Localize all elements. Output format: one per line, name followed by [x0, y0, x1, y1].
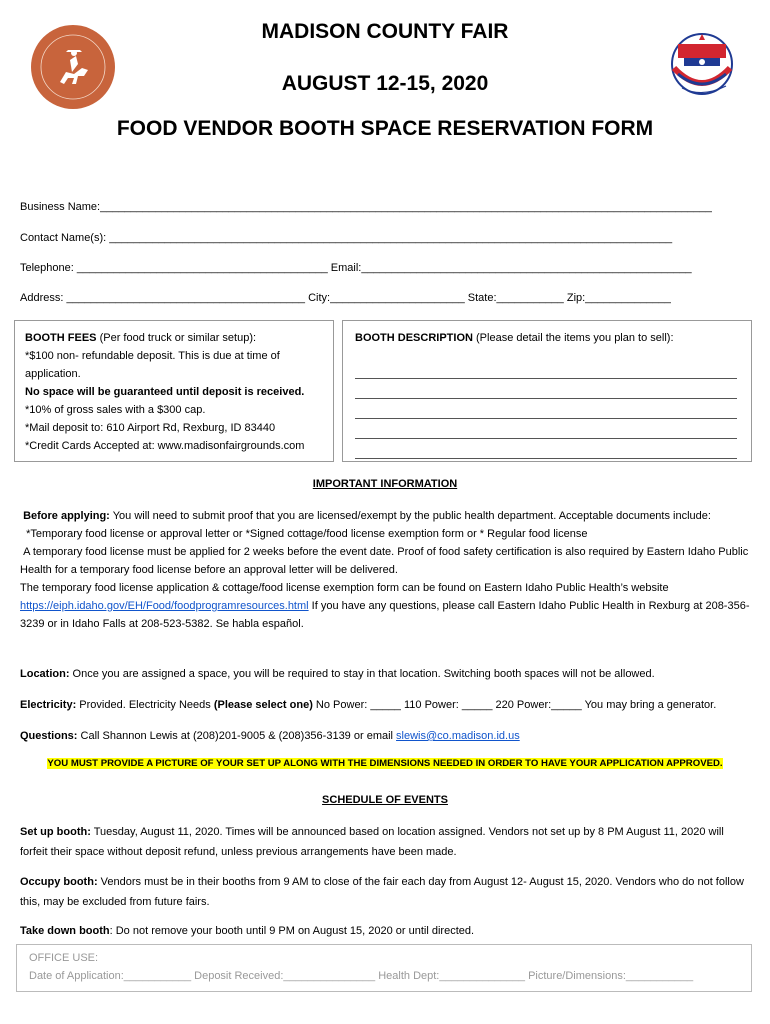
fee-mail-address: *Mail deposit to: 610 Airport Rd, Rexburg, ID 83440: [25, 422, 276, 434]
description-line[interactable]: [355, 421, 737, 439]
booth-fees-heading: BOOTH FEES (Per food truck or similar setup):: [25, 332, 257, 344]
picture-required-notice: YOU MUST PROVIDE A PICTURE OF YOUR SET UP ALONG WITH THE DIMENSIONS NEEDED IN ORDER TO HAVE YOUR APPLICATION APPROVED.: [47, 758, 723, 769]
contact-email-link[interactable]: slewis@co.madison.id.us: [396, 730, 520, 742]
business-name-field[interactable]: Business Name:____________________________________________________________________________________________________: [20, 201, 712, 213]
office-use-box: [16, 944, 752, 992]
booth-fees-box: [14, 320, 334, 462]
before-applying-paragraph: Before applying: You will need to submit proof that you are licensed/exempt by the public health department. Acceptable documents include: *Temporary food license or approval letter or *Signed cottage/food license exemption form or * Regular food license A temporary food license must be applied for 2 weeks before the event date. Proof of food safety certification is also required by Eastern Idaho Public Health for a temporary food license before an approval letter will be delivered. The temporary food license application & cottage/food license exemption form can be found on Eastern Idaho Public Health’s website https://eiph.idaho.gov/EH/Food/foodprogramresources.html If you have any questions, please call Eastern Idaho Public Health in Rexburg at 208-356-3239 or in Idaho Falls at 208-523-5382. Se habla español.: [20, 510, 750, 630]
description-line[interactable]: [355, 361, 737, 379]
schedule-heading: SCHEDULE OF EVENTS: [322, 794, 448, 806]
questions-paragraph: Questions: Call Shannon Lewis at (208)201-9005 & (208)356-3139 or email slewis@co.madison.id.us: [20, 730, 520, 742]
contact-names-field[interactable]: Contact Name(s): ____________________________________________________________________________________________: [20, 232, 673, 244]
fee-credit-cards: *Credit Cards Accepted at: www.madisonfairgrounds.com: [25, 440, 305, 452]
fee-guarantee: No space will be guaranteed until deposit is received.: [25, 386, 305, 398]
booth-description-box: [342, 320, 752, 462]
setup-paragraph: Set up booth: Tuesday, August 11, 2020. Times will be announced based on location assigned. Vendors not set up by 8 PM August 11, 2020 will forfeit their space without deposit refund, unless previous arrangements have been made.: [20, 826, 724, 858]
fee-deposit: *$100 non- refundable deposit. This is due at time of: [25, 350, 280, 362]
fee-deposit-cont: application.: [25, 368, 81, 380]
description-line[interactable]: [355, 441, 737, 459]
fee-gross-sales: *10% of gross sales with a $300 cap.: [25, 404, 206, 416]
important-info-heading: IMPORTANT INFORMATION: [312, 478, 458, 490]
telephone-email-field[interactable]: Telephone: _________________________________________ Email:______________________________________________________: [20, 262, 692, 274]
office-use-fields: Date of Application:___________ Deposit Received:_______________ Health Dept:______________ Picture/Dimensions:___________: [29, 970, 694, 982]
booth-description-heading: BOOTH DESCRIPTION (Please detail the items you plan to sell):: [355, 332, 674, 344]
takedown-paragraph: Take down booth: Do not remove your booth until 9 PM on August 15, 2020 or until directed.: [20, 925, 475, 937]
title-fair-name: MADISON COUNTY FAIR: [261, 20, 509, 43]
eiph-website-link[interactable]: https://eiph.idaho.gov/EH/Food/foodprogramresources.html: [20, 600, 309, 612]
occupy-paragraph: Occupy booth: Vendors must be in their booths from 9 AM to close of the fair each day from August 12- August 15, 2020. Vendors who do not follow this, may be excluded from future fairs.: [20, 876, 744, 908]
electricity-paragraph[interactable]: Electricity: Provided. Electricity Needs (Please select one) No Power: _____ 110 Power: _____ 220 Power:_____ You may bring a generator.: [20, 699, 717, 711]
description-line[interactable]: [355, 401, 737, 419]
location-paragraph: Location: Once you are assigned a space, you will be required to stay in that location. Switching booth spaces will not be allowed.: [20, 668, 655, 680]
title-dates: AUGUST 12-15, 2020: [281, 72, 489, 95]
title-form-name: FOOD VENDOR BOOTH SPACE RESERVATION FORM: [116, 117, 654, 140]
office-use-heading: OFFICE USE:: [29, 952, 99, 964]
address-field[interactable]: Address: _______________________________________ City:______________________ State:___________ Zip:______________: [20, 292, 671, 304]
description-line[interactable]: [355, 381, 737, 399]
